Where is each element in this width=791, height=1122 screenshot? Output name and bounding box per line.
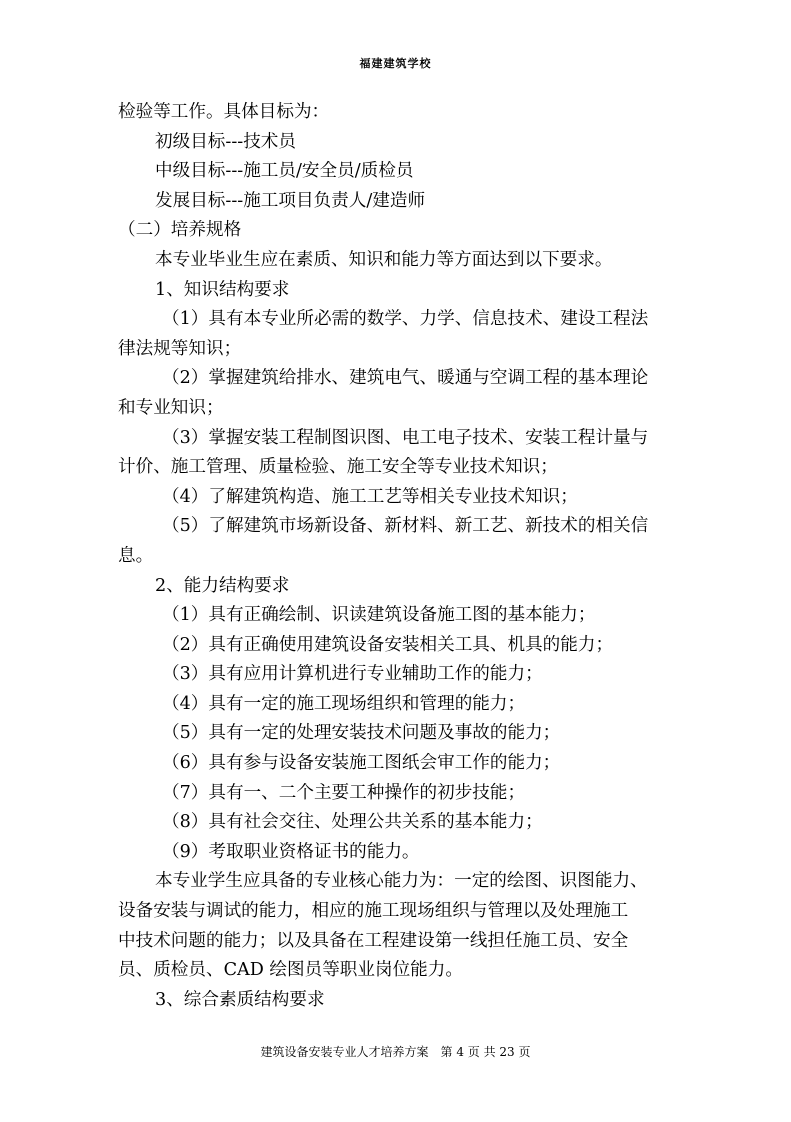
school-name: 福建建筑学校	[359, 57, 432, 70]
text-line: 发展目标---施工项目负责人/建造师	[155, 190, 426, 211]
list-item: （3）具有应用计算机进行专业辅助工作的能力；	[162, 664, 543, 685]
list-item: （5）了解建筑市场新设备、新材料、新工艺、新技术的相关信	[162, 516, 649, 537]
text-line: 设备安装与调试的能力，相应的施工现场组织与管理以及处理施工	[118, 901, 629, 922]
list-item: （5）具有一定的处理安装技术问题及事故的能力；	[162, 723, 561, 744]
text-line: 中级目标---施工员/安全员/质检员	[155, 161, 414, 182]
list-item: （4）了解建筑构造、施工工艺等相关专业技术知识；	[162, 486, 578, 507]
list-item: （3）掌握安装工程制图识图、电工电子技术、安装工程计量与	[162, 427, 649, 448]
text-line: 初级目标---技术员	[155, 131, 296, 152]
list-item: （8）具有社会交往、处理公共关系的基本能力；	[162, 812, 543, 833]
section-heading: （二）培养规格	[118, 220, 242, 241]
list-item: （1）具有本专业所必需的数学、力学、信息技术、建设工程法	[162, 309, 649, 330]
footer-page-info: 建筑设备安装专业人才培养方案 第 4 页 共 23 页	[260, 1045, 531, 1059]
text-line: 中技术问题的能力；以及具备在工程建设第一线担任施工员、安全	[118, 930, 629, 951]
subsection-heading: 1、知识结构要求	[155, 279, 290, 300]
list-item-continuation: 律法规等知识；	[118, 338, 242, 359]
list-item: （1）具有正确绘制、识读建筑设备施工图的基本能力；	[162, 605, 596, 626]
text-line: 员、质检员、CAD 绘图员等职业岗位能力。	[118, 960, 463, 981]
list-item-continuation: 息。	[118, 545, 154, 566]
list-item: （6）具有参与设备安装施工图纸会审工作的能力；	[162, 753, 561, 774]
subsection-heading: 3、综合素质结构要求	[155, 989, 325, 1010]
list-item: （7）具有一、二个主要工种操作的初步技能；	[162, 782, 526, 803]
text-line: 本专业学生应具备的专业核心能力为：一定的绘图、识图能力、	[155, 871, 648, 892]
list-item-continuation: 和专业知识；	[118, 397, 224, 418]
list-item: （4）具有一定的施工现场组织和管理的能力；	[162, 693, 526, 714]
list-item: （2）具有正确使用建筑设备安装相关工具、机具的能力；	[162, 634, 614, 655]
list-item: （2）掌握建筑给排水、建筑电气、暖通与空调工程的基本理论	[162, 368, 649, 389]
list-item: （9）考取职业资格证书的能力。	[162, 841, 420, 862]
page-footer	[0, 1044, 791, 1060]
text-line: 检验等工作。具体目标为：	[118, 102, 330, 122]
document-body	[118, 98, 678, 1015]
list-item-continuation: 计价、施工管理、质量检验、施工安全等专业技术知识；	[118, 457, 558, 478]
page-header	[0, 57, 791, 71]
subsection-heading: 2、能力结构要求	[155, 575, 290, 596]
text-line: 本专业毕业生应在素质、知识和能力等方面达到以下要求。	[155, 249, 613, 270]
